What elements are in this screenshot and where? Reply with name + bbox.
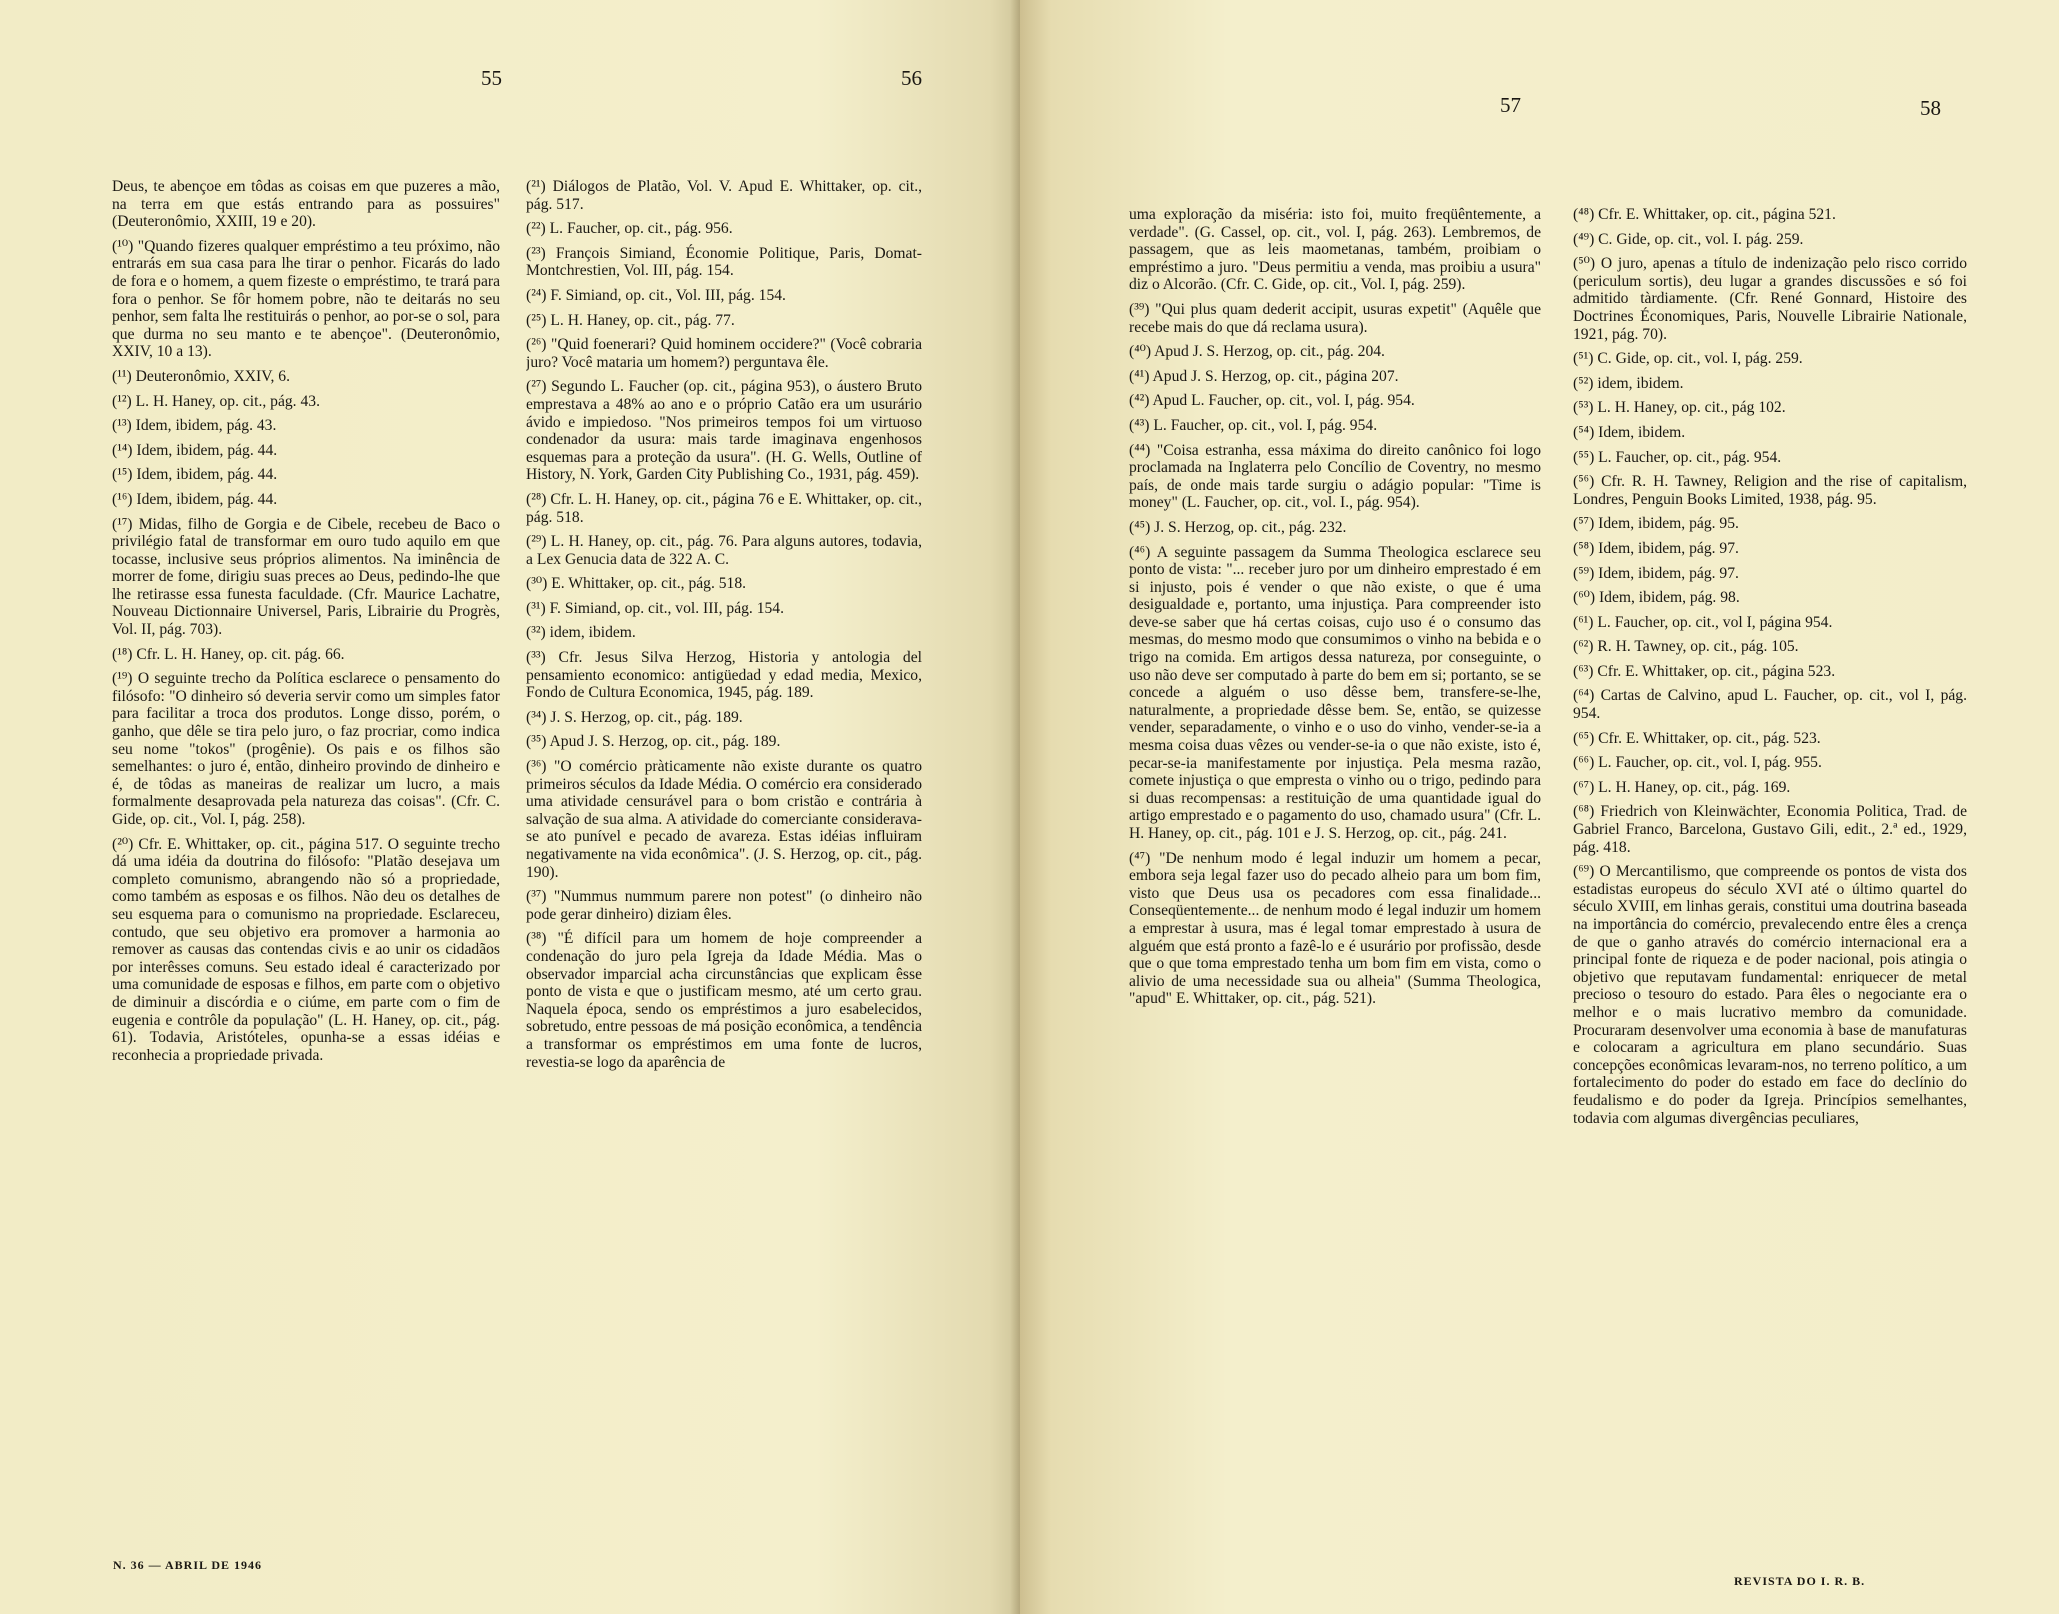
footnote: (²¹) Diálogos de Platão, Vol. V. Apud E. Whittaker, op. cit., pág. 517. <box>526 178 922 213</box>
footnote: (³⁰) E. Whittaker, op. cit., pág. 518. <box>526 575 747 593</box>
footnote: (⁶²) R. H. Tawney, op. cit., pág. 105. <box>1573 638 1799 656</box>
page-number-57: 57 <box>1500 93 1521 117</box>
footnote: (²⁰) Cfr. E. Whittaker, op. cit., página 517. O seguinte trecho dá uma idéia da doutrina do filósofo: "Platão desejava um completo comunismo, abrangendo não só a propriedade, como também as esposas e os filhos. Não deu os detalhes de seu esquema para o comunismo na propriedade. Esclareceu, contudo, que seu objetivo era promover a harmonia ao remover as causas das contendas civis e ao unir os cidadãos por interêsses comuns. Seu estado ideal é caracterizado por uma comunidade de esposas e filhos, em parte com o objetivo de diminuir a discórdia e o ciúme, em parte com o fim de eugenia e contrôle da população" (L. H. Haney, op. cit., pág. 61). Todavia, Aristóteles, opunha-se a essas idéias e reconhecia a propriedade privada. <box>112 835 500 1064</box>
footnote: (²⁶) "Quid foenerari? Quid hominem occidere?" (Você cobraria juro? Você mataria um homem?) perguntava êle. <box>526 336 922 371</box>
footnote: (⁵¹) C. Gide, op. cit., vol. I, pág. 259. <box>1573 350 1803 368</box>
footnote: (⁶⁹) O Mercantilismo, que compreende os pontos de vista dos estadistas europeus do século XVI até o último quartel do século XVIII, em linhas gerais, constitui uma doutrina baseada na importância do comércio, prevalecendo entre êles a crença de que o ganho através do comércio internacional era a principal fonte de riqueza e de poder nacional, pois atingia o objetivo que reputavam fundamental: enriquecer de metal precioso o tesouro do estado. Para êles o negociante era o melhor e o mais lucrativo membro da comunidade. Procuraram desenvolver uma economia à base de manufaturas e colocaram a agricultura em plano secundário. Suas concepções econômicas levaram-nos, no terreno político, a um fortalecimento do poder do estado em face do declínio do feudalismo e do poder da Igreja. Princípios semelhantes, todavia com algumas divergências peculiares, <box>1573 863 1967 1127</box>
footnote: (³⁹) "Qui plus quam dederit accipit, usuras expetit" (Aquêle que recebe mais do que dá reclama usura). <box>1129 300 1541 336</box>
footer-journal-name: REVISTA DO I. R. B. <box>1734 1574 1866 1588</box>
footnote: (²²) L. Faucher, op. cit., pág. 956. <box>526 220 733 238</box>
footnote: (¹³) Idem, ibidem, pág. 43. <box>112 417 277 435</box>
footnote: uma exploração da miséria: isto foi, muito freqüêntemente, a verdade". (G. Cassel, op. cit., vol. I, pág. 263). Lembremos, de passagem, que as leis maometanas, também, proibiam o empréstimo a juro. "Deus permitiu a venda, mas proibiu a usura" diz o Alcorão. (Cfr. C. Gide, op. cit., Vol. I, pág. 259). <box>1129 206 1541 294</box>
footnote: (⁵²) idem, ibidem. <box>1573 374 1684 392</box>
footnote: (¹¹) Deuteronômio, XXIV, 6. <box>112 367 290 385</box>
footnotes-column-p56 <box>526 178 922 1438</box>
footnote: (³⁵) Apud J. S. Herzog, op. cit., pág. 189. <box>526 733 781 751</box>
footnote: (⁵³) L. H. Haney, op. cit., pág 102. <box>1573 399 1786 417</box>
footnotes-column-p55 <box>112 178 500 1438</box>
footnote: (⁵⁶) Cfr. R. H. Tawney, Religion and the rise of capitalism, Londres, Penguin Books Limited, 1938, pág. 95. <box>1573 473 1967 508</box>
footnote: (²⁵) L. H. Haney, op. cit., pág. 77. <box>526 311 735 329</box>
footnote: (⁶¹) L. Faucher, op. cit., vol I, página 954. <box>1573 613 1833 631</box>
footnote: (⁴⁰) Apud J. S. Herzog, op. cit., pág. 204. <box>1129 343 1385 361</box>
footnote: (²⁷) Segundo L. Faucher (op. cit., página 953), o áustero Bruto emprestava a 48% ao ano e o próprio Catão era um usurário ávido e impiedoso. "Nos primeiros tempos foi um virtuoso condenador da usura: mais tarde imaginava engenhosos esquemas para a proteção da usura". (H. G. Wells, Outline of History, N. York, Garden City Publishing Co., 1931, pág. 459). <box>526 378 922 484</box>
footnote: (⁵⁵) L. Faucher, op. cit., pág. 954. <box>1573 448 1782 466</box>
footnote: (⁴³) L. Faucher, op. cit., vol. I, pág. 954. <box>1129 416 1378 434</box>
footnote: (⁴⁸) Cfr. E. Whittaker, op. cit., página 521. <box>1573 206 1836 223</box>
footnote: (⁵⁷) Idem, ibidem, pág. 95. <box>1573 515 1739 533</box>
footnote: (¹⁰) "Quando fizeres qualquer empréstimo a teu próximo, não entrarás em sua casa para lhe tirar o penhor. Ficarás do lado de fora e o homem, a quem fizeste o empréstimo, te trará para fora o penhor. Se fôr homem pobre, não te deitarás no seu penhor, sem falta lhe restituirás o penhor, ao por-se o sol, para que durma no seu manto e te abençoe". (Deuteronômio, XXIV, 10 a 13). <box>112 237 500 361</box>
page-number-55: 55 <box>481 66 502 90</box>
footnote: (¹⁵) Idem, ibidem, pág. 44. <box>112 466 278 484</box>
footnote: (²⁸) Cfr. L. H. Haney, op. cit., página 76 e E. Whittaker, op. cit., pág. 518. <box>526 490 922 526</box>
footnote: (⁶⁴) Cartas de Calvino, apud L. Faucher, op. cit., vol I, pág. 954. <box>1573 687 1967 723</box>
footnote: (¹⁷) Midas, filho de Gorgia e de Cibele, recebeu de Baco o privilégio fatal de transformar em ouro tudo aquilo em que tocasse, inclusive seus próprios alimentos. Na iminência de morrer de fome, dirigiu suas preces ao Deus, pedindo-lhe que lhe retirasse essa funesta faculdade. (Cfr. Maurice Lachatre, Nouveau Dictionnaire Universel, Paris, Librairie du Progrès, Vol. II, pág. 703). <box>112 515 500 639</box>
footnote: (¹⁴) Idem, ibidem, pág. 44. <box>112 441 278 459</box>
footnote: (⁵⁰) O juro, apenas a título de indenização pelo risco corrido (periculum sortis), deu lugar a grandes discussões e só foi admitido tàrdiamente. (Cfr. René Gonnard, Histoire des Doctrines Économiques, Paris, Nouvelle Librairie Nationale, 1921, pág. 70). <box>1573 255 1967 343</box>
footnote: (⁵⁴) Idem, ibidem. <box>1573 423 1686 441</box>
footnote: (²³) François Simiand, Économie Politique, Paris, Domat-Montchrestien, Vol. III, pág. 154. <box>526 244 922 280</box>
footnote: (²⁹) L. H. Haney, op. cit., pág. 76. Para alguns autores, todavia, a Lex Genucia data de 322 A. C. <box>526 533 922 568</box>
footnote: (⁴⁷) "De nenhum modo é legal induzir um homem a pecar, embora seja legal fazer uso do pecado alheio para um bom fim, visto que Deus usa os pecadores com essa finalidade... Conseqüentemente... de nenhum modo é legal induzir um homem a emprestar à usura, mas é legal tomar emprestado à usura de alguém que está pronto a fazê-lo e é usurário por profissão, desde que o que toma emprestado tenha um bom fim em vista, como o alivio de uma necessidade sua ou alheia" (Summa Theologica, "apud" E. Whittaker, op. cit., pág. 521). <box>1129 849 1541 1008</box>
right-leaf <box>1020 0 2059 1614</box>
footnote: (¹²) L. H. Haney, op. cit., pág. 43. <box>112 392 320 410</box>
footnote: (⁶³) Cfr. E. Whittaker, op. cit., página 523. <box>1573 662 1836 680</box>
footnote: (⁵⁸) Idem, ibidem, pág. 97. <box>1573 539 1739 557</box>
footnote: (⁶⁰) Idem, ibidem, pág. 98. <box>1573 589 1740 607</box>
footer-issue-date: N. 36 — ABRIL DE 1946 <box>113 1558 263 1572</box>
footnotes-column-p57 <box>1129 206 1541 1456</box>
footnotes-column-p58 <box>1573 206 1967 1456</box>
footnote: (³¹) F. Simiand, op. cit., vol. III, pág. 154. <box>526 599 785 617</box>
footnote: (³⁶) "O comércio pràticamente não existe durante os quatro primeiros séculos da Idade Média. O comércio era considerado uma atividade censurável para o bom cristão e contrária à salvação de sua alma. A atividade do comerciante considerava-se ato punível e pecado de avareza. Estas idéias influiram negativamente na vida econômica". (J. S. Herzog, op. cit., pág. 190). <box>526 758 922 881</box>
footnote: (⁴¹) Apud J. S. Herzog, op. cit., página 207. <box>1129 367 1399 385</box>
footnote: (⁶⁸) Friedrich von Kleinwächter, Economia Politica, Trad. de Gabriel Franco, Barcelona, Gustavo Gili, edit., 2.ª ed., 1929, pág. 418. <box>1573 803 1967 856</box>
page-number-58: 58 <box>1920 96 1941 120</box>
page-number-56: 56 <box>901 66 922 90</box>
footnote: (¹⁶) Idem, ibidem, pág. 44. <box>112 490 278 508</box>
footnote: (⁴⁶) A seguinte passagem da Summa Theologica esclarece seu ponto de vista: "... receber juro por um dinheiro emprestado é em si injusto, pois é vender o que não existe, o que é uma desigualdade e, portanto, uma injustiça. Para compreender isto deve-se saber que há certas coisas, cujo uso é o consumo das mesmas, do mesmo modo que consumimos o vinho na bebida e o trigo na comida. Em artigos dessa natureza, por conseguinte, o uso não deve ser computado à parte do bem em si; portanto, se se concede a alguém o uso dêsse bem, transfere-se-lhe, naturalmente, a propriedade dêsse bem. Se, então, se quizesse vender, separadamente, o vinho e o uso do vinho, vender-se-ia a mesma coisa duas vêzes ou vender-se-ia o que não existe, isto é, pecar-se-ia manifestamente por injustiça. Pela mesma razão, comete injustiça o que empresta o vinho ou o trigo, pedindo para si duas recompensas: a restituição de uma quantidade igual do artigo emprestado e o pagamento do uso, chamado usura" (Cfr. L. H. Haney, op. cit., pág. 101 e J. S. Herzog, op. cit., pág. 241. <box>1129 543 1541 842</box>
footnote: (³⁷) "Nummus nummum parere non potest" (o dinheiro não pode gerar dinheiro) diziam êles. <box>526 888 922 923</box>
footnote: (⁶⁷) L. H. Haney, op. cit., pág. 169. <box>1573 778 1791 796</box>
footnote: (⁶⁵) Cfr. E. Whittaker, op. cit., pág. 523. <box>1573 729 1821 747</box>
left-leaf <box>0 0 1020 1614</box>
footnote: (⁴⁹) C. Gide, op. cit., vol. I. pág. 259. <box>1573 230 1804 248</box>
footnote: (³²) idem, ibidem. <box>526 624 636 642</box>
footnote: (⁶⁶) L. Faucher, op. cit., vol. I, pág. 955. <box>1573 754 1822 772</box>
footnote: Deus, te abençoe em tôdas as coisas em que puzeres a mão, na terra em que estás entrando para as possuires" (Deuteronômio, XXIII, 19 e 20). <box>112 178 500 231</box>
footnote: (³⁴) J. S. Herzog, op. cit., pág. 189. <box>526 708 743 726</box>
footnote: (⁴⁴) "Coisa estranha, essa máxima do direito canônico foi logo proclamada na Inglaterra pelo Concílio de Coventry, no mesmo país, de onde mais tarde surgiu o adágio popular: "Time is money" (L. Faucher, op. cit., vol. I., pág. 954). <box>1129 441 1541 512</box>
footnote: (⁵⁹) Idem, ibidem, pág. 97. <box>1573 564 1739 582</box>
footnote: (¹⁸) Cfr. L. H. Haney, op. cit. pág. 66. <box>112 645 345 663</box>
footnote: (³⁸) "É difícil para um homem de hoje compreender a condenação do juro pela Igreja da Idade Média. Mas o observador imparcial acha circunstâncias que explicam êsse ponto de vista e que o justificam mesmo, até um certo grau. Naquela época, sendo os empréstimos a juro esabelecidos, sobretudo, entre pessoas de má posição econômica, a tendência a transformar os empréstimos em uma fonte de lucros, revestia-se logo da aparência de <box>526 930 922 1071</box>
footnote: (⁴⁵) J. S. Herzog, op. cit., pág. 232. <box>1129 518 1347 536</box>
footnote: (¹⁹) O seguinte trecho da Política esclarece o pensamento do filósofo: "O dinheiro só deveria servir como um simples fator para facilitar a troca dos produtos. Longe disso, porém, o ganho, que dêle se tira pelo juro, o faz procriar, como indica seu nome "tokos" (progênie). Os pais e os filhos são semelhantes: o juro é, então, dinheiro provindo de dinheiro e é, de tôdas as maneiras de realizar um lucro, a mais formalmente desaprovada pela natureza das coisas". (Cfr. C. Gide, op. cit., Vol. I, pág. 258). <box>112 670 500 828</box>
footnote: (³³) Cfr. Jesus Silva Herzog, Historia y antologia del pensamiento economico: antigüedad y edad media, Mexico, Fondo de Cultura Economica, 1945, pág. 189. <box>526 649 922 702</box>
footnote: (²⁴) F. Simiand, op. cit., Vol. III, pág. 154. <box>526 286 786 304</box>
footnote: (⁴²) Apud L. Faucher, op. cit., vol. I, pág. 954. <box>1129 392 1415 410</box>
